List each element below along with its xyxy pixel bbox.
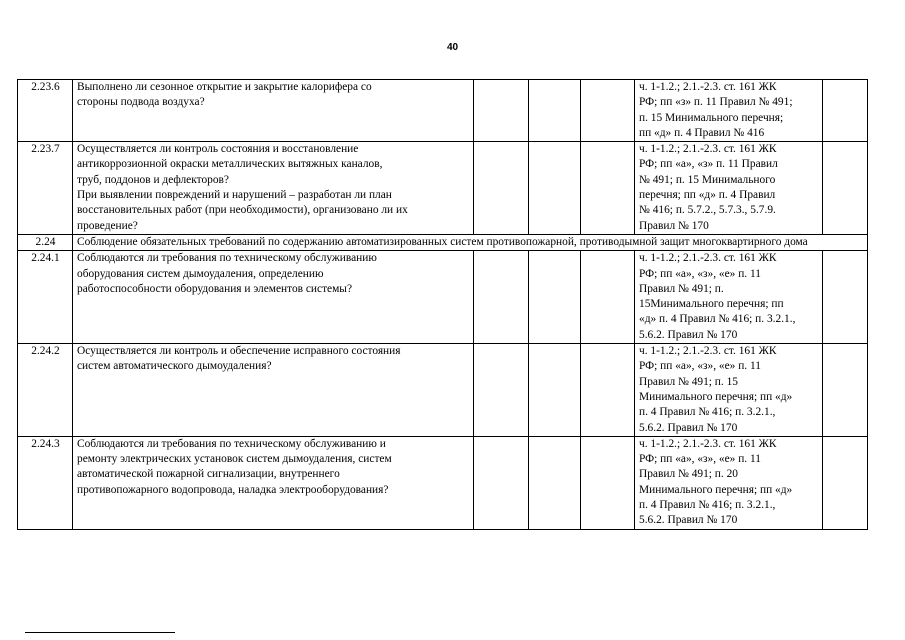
section-number: 2.24 — [18, 234, 73, 250]
reference-cell-line: п. 4 Правил № 416; п. 3.2.1., — [639, 406, 776, 419]
reference-cell-line: п. 4 Правил № 416; п. 3.2.1., — [639, 499, 776, 512]
reference-cell — [635, 142, 823, 235]
question-cell — [73, 436, 474, 529]
answer-cell — [474, 344, 529, 437]
answer-cell — [581, 251, 635, 344]
question-cell-line: антикоррозионной окраски металлических вытяжных каналов, — [77, 158, 383, 171]
reference-cell-line: 5.6.2. Правил № 170 — [639, 514, 738, 527]
question-cell-line: работоспособности оборудования и элементов системы? — [77, 282, 353, 295]
item-number: 2.24.1 — [18, 251, 73, 344]
reference-cell-line: Правил № 170 — [639, 219, 709, 232]
section-row — [18, 234, 868, 250]
section-title: Соблюдение обязательных требований по содержанию автоматизированных систем противопожарной, противодымной защит многоквартирного дома — [73, 234, 868, 250]
table-row — [18, 436, 868, 529]
reference-cell-line: Минимального перечня; пп «д» — [639, 390, 793, 403]
answer-cell — [529, 251, 581, 344]
reference-cell-line: РФ; пп «а», «з» п. 11 Правил — [639, 158, 778, 171]
reference-cell-line: РФ; пп «а», «з», «е» п. 11 — [639, 360, 761, 373]
reference-cell-line: ч. 1-1.2.; 2.1.-2.3. ст. 161 ЖК — [639, 345, 777, 358]
table-row — [18, 344, 868, 437]
item-number: 2.24.3 — [18, 436, 73, 529]
reference-cell-line: Минимального перечня; пп «д» — [639, 483, 793, 496]
question-cell — [73, 80, 474, 142]
question-cell-line: ремонту электрических установок систем дымоудаления, систем — [77, 453, 392, 466]
answer-cell — [474, 251, 529, 344]
answer-cell — [529, 80, 581, 142]
answer-cell — [581, 436, 635, 529]
item-number: 2.23.6 — [18, 80, 73, 142]
page-number: 40 — [446, 42, 459, 53]
question-cell-line: проведение? — [77, 219, 138, 232]
answer-cell — [581, 80, 635, 142]
table-row — [18, 251, 868, 344]
reference-cell — [635, 344, 823, 437]
question-cell-line: Осуществляется ли контроль состояния и восстановление — [77, 143, 359, 156]
answer-cell — [529, 436, 581, 529]
reference-cell-line: Правил № 491; п. 20 — [639, 468, 738, 481]
question-cell — [73, 344, 474, 437]
question-cell-line: стороны подвода воздуха? — [77, 96, 205, 109]
footnote-rule — [25, 632, 175, 633]
reference-cell-line: ч. 1-1.2.; 2.1.-2.3. ст. 161 ЖК — [639, 437, 777, 450]
reference-cell-line: пп «д» п. 4 Правил № 416 — [639, 126, 765, 139]
reference-cell-line: «д» п. 4 Правил № 416; п. 3.2.1., — [639, 313, 796, 326]
checklist-table — [17, 79, 868, 530]
reference-cell-line: № 491; п. 15 Минимального — [639, 173, 776, 186]
table-row — [18, 80, 868, 142]
question-cell-line: Соблюдаются ли требования по техническому обслуживанию и — [77, 437, 386, 450]
reference-cell-line: п. 15 Минимального перечня; — [639, 111, 784, 124]
reference-cell-line: ч. 1-1.2.; 2.1.-2.3. ст. 161 ЖК — [639, 252, 777, 265]
reference-cell-line: 15Минимального перечня; пп — [639, 298, 784, 311]
reference-cell-line: перечня; пп «д» п. 4 Правил — [639, 189, 776, 202]
reference-cell-line: РФ; пп «а», «з», «е» п. 11 — [639, 267, 761, 280]
answer-cell — [474, 436, 529, 529]
note-cell — [823, 436, 868, 529]
question-cell-line: Выполнено ли сезонное открытие и закрытие калорифера со — [77, 81, 372, 93]
reference-cell-line: РФ; пп «з» п. 11 Правил № 491; — [639, 96, 793, 109]
answer-cell — [474, 80, 529, 142]
note-cell — [823, 80, 868, 142]
reference-cell-line: ч. 1-1.2.; 2.1.-2.3. ст. 161 ЖК — [639, 143, 777, 156]
answer-cell — [529, 344, 581, 437]
question-cell-line: Осуществляется ли контроль и обеспечение исправного состояния — [77, 345, 401, 358]
reference-cell — [635, 80, 823, 142]
answer-cell — [581, 344, 635, 437]
item-number: 2.23.7 — [18, 142, 73, 235]
table-row — [18, 142, 868, 235]
reference-cell-line: ч. 1-1.2.; 2.1.-2.3. ст. 161 ЖК — [639, 81, 777, 93]
question-cell — [73, 142, 474, 235]
reference-cell — [635, 436, 823, 529]
question-cell-line: автоматической пожарной сигнализации, внутреннего — [77, 468, 340, 481]
reference-cell-line: 5.6.2. Правил № 170 — [639, 421, 738, 434]
note-cell — [823, 142, 868, 235]
question-cell-line: При выявлении повреждений и нарушений – разработан ли план — [77, 189, 392, 202]
question-cell-line: труб, поддонов и дефлекторов? — [77, 173, 229, 186]
reference-cell-line: Правил № 491; п. 15 — [639, 375, 738, 388]
question-cell-line: восстановительных работ (при необходимости), организовано ли их — [77, 204, 408, 217]
question-cell-line: систем автоматического дымоудаления? — [77, 360, 272, 373]
question-cell-line: противопожарного водопровода, наладка электрооборудования? — [77, 483, 389, 496]
item-number: 2.24.2 — [18, 344, 73, 437]
note-cell — [823, 251, 868, 344]
reference-cell-line: 5.6.2. Правил № 170 — [639, 328, 738, 341]
answer-cell — [474, 142, 529, 235]
question-cell — [73, 251, 474, 344]
answer-cell — [529, 142, 581, 235]
reference-cell-line: РФ; пп «а», «з», «е» п. 11 — [639, 453, 761, 466]
reference-cell-line: № 416; п. 5.7.2., 5.7.3., 5.7.9. — [639, 204, 776, 217]
reference-cell — [635, 251, 823, 344]
reference-cell-line: Правил № 491; п. — [639, 282, 724, 295]
answer-cell — [581, 142, 635, 235]
question-cell-line: оборудования систем дымоудаления, определению — [77, 267, 324, 280]
note-cell — [823, 344, 868, 437]
question-cell-line: Соблюдаются ли требования по техническому обслуживанию — [77, 252, 377, 265]
